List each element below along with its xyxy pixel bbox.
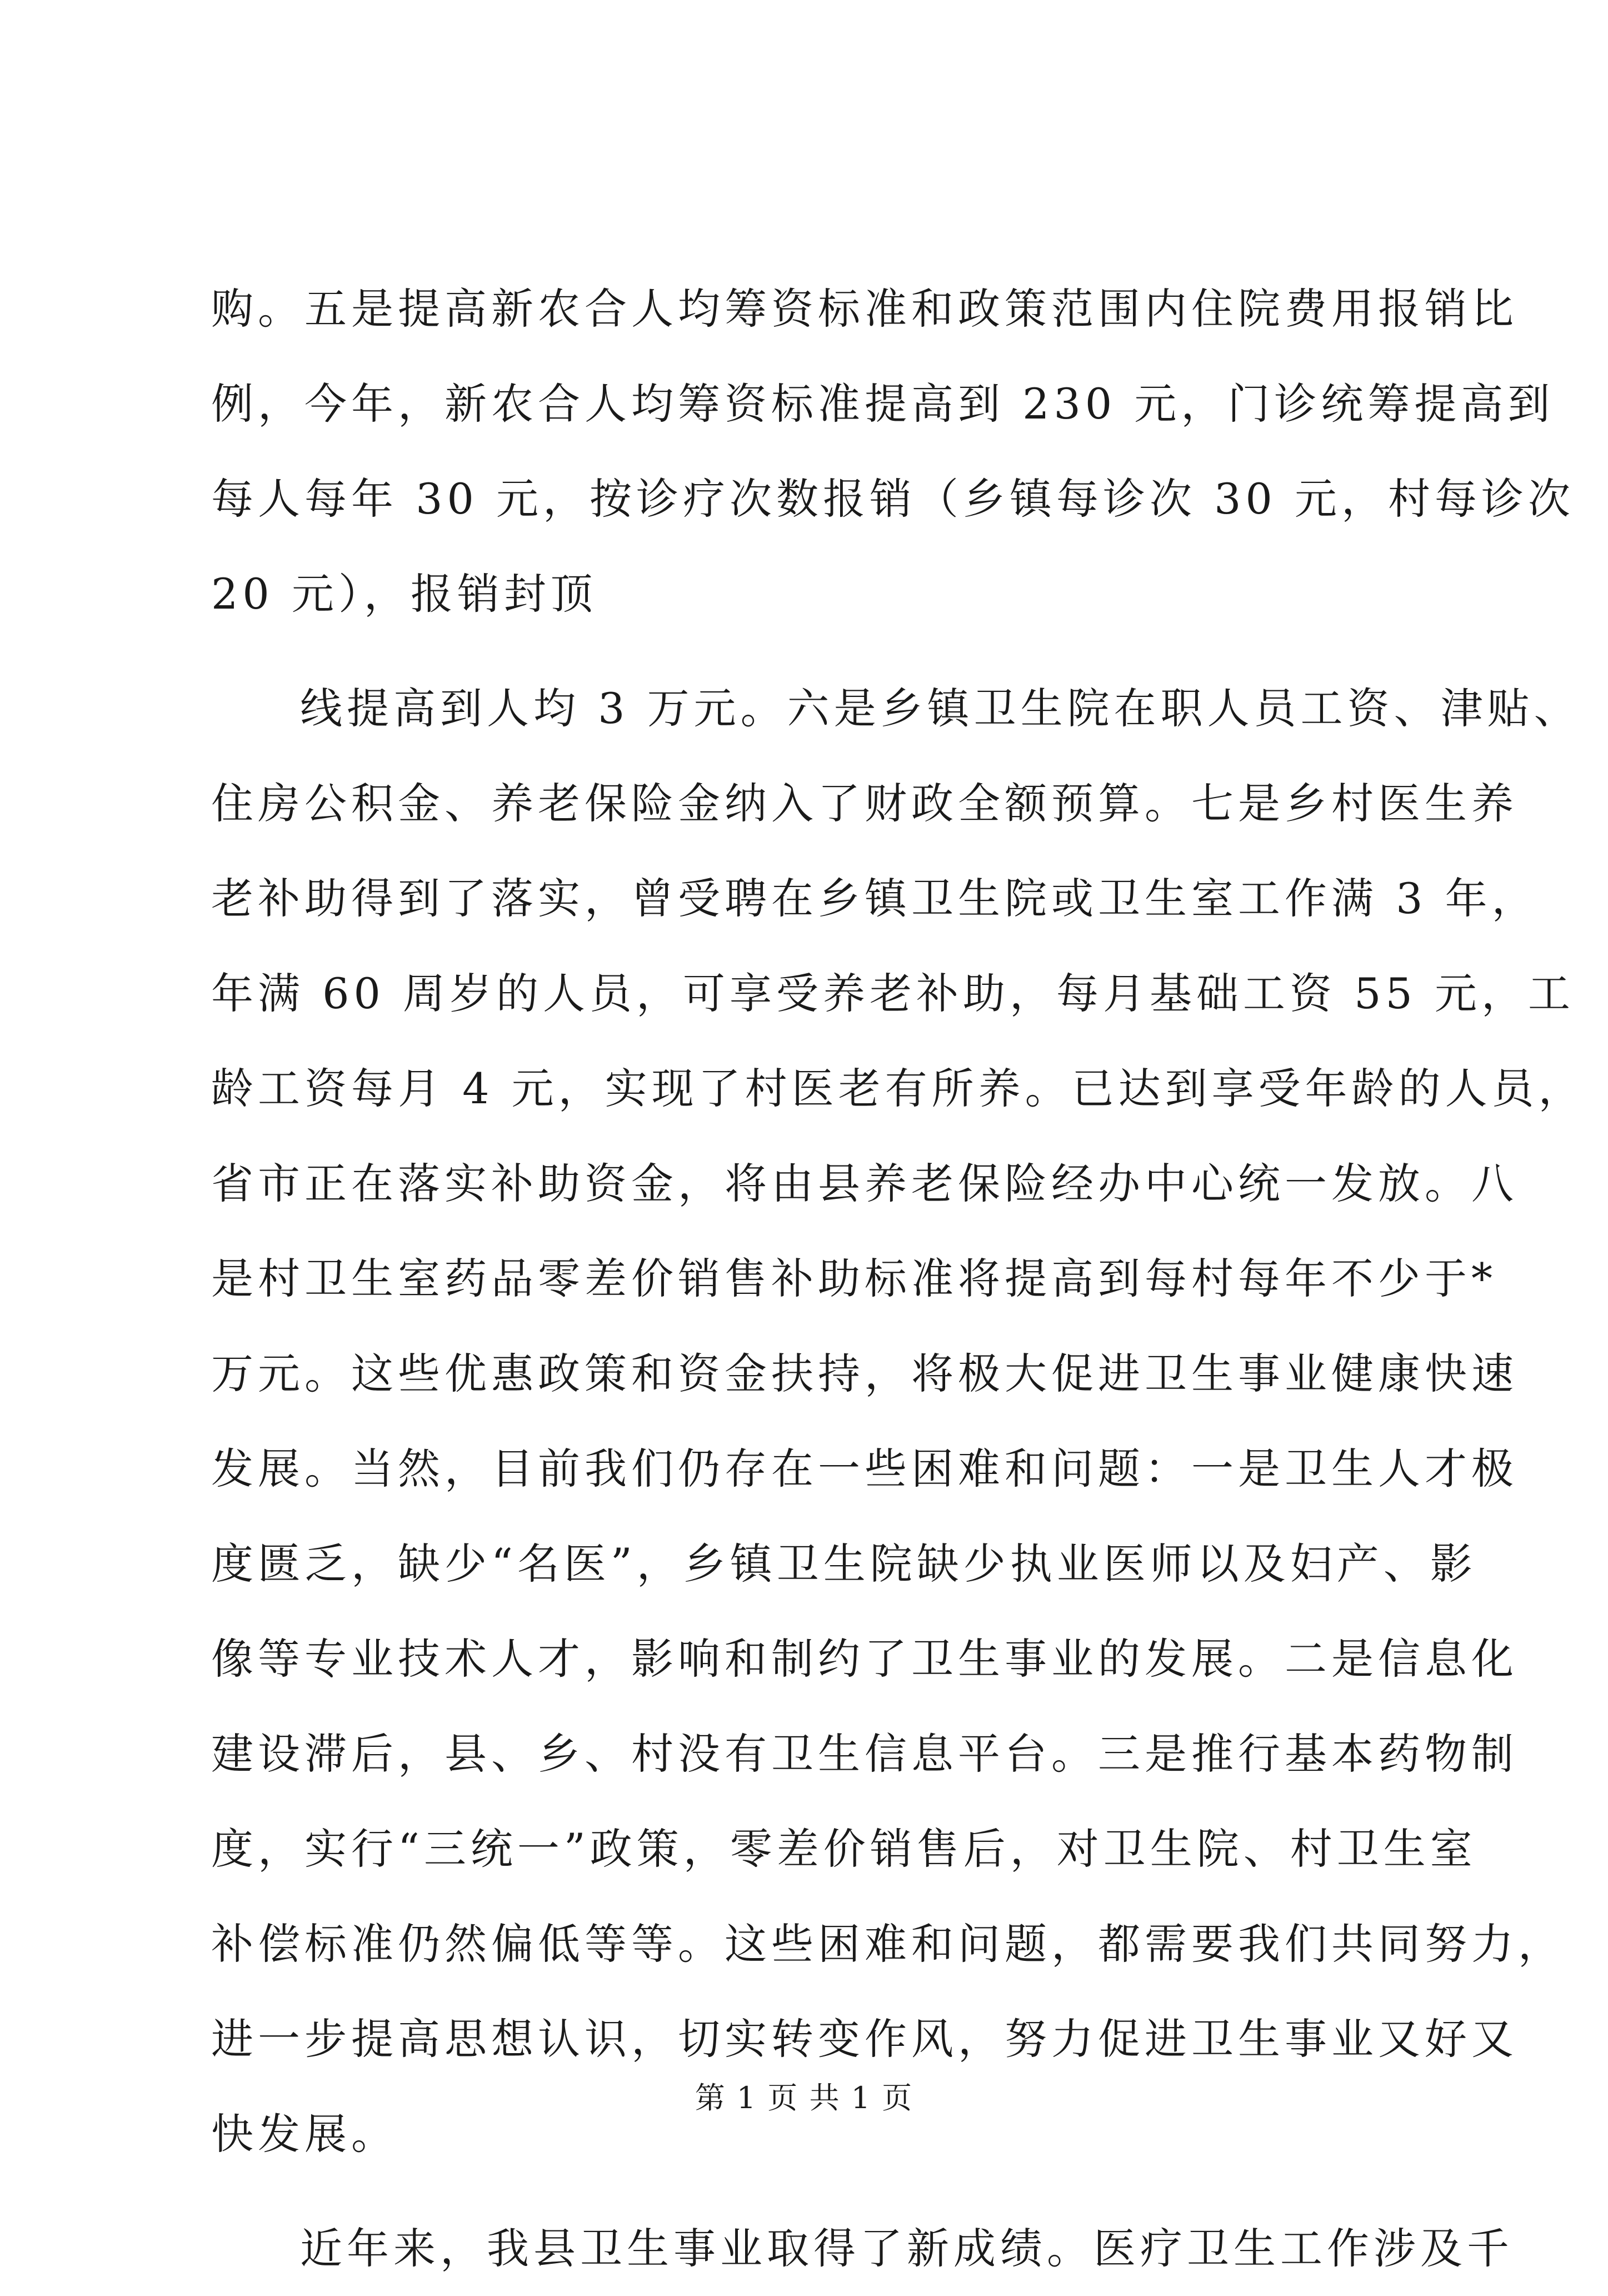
- text-line: 万元。这些优惠政策和资金扶持，将极大促进卫生事业健康快速: [211, 1349, 1518, 1398]
- text-line: 像等专业技术人才，影响和制约了卫生事业的发展。二是信息化: [211, 1634, 1518, 1684]
- text-line: 补偿标准仍然偏低等等。这些困难和问题，都需要我们共同努力，: [211, 1919, 1565, 1969]
- text-line: 住房公积金、养老保险金纳入了财政全额预算。七是乡村医生养: [211, 779, 1518, 828]
- text-line: 近年来，我县卫生事业取得了新成绩。医疗卫生工作涉及千: [300, 2224, 1514, 2273]
- text-line: 20 元），报销封顶: [211, 569, 597, 619]
- text-line: 度匮乏，缺少“名医”，乡镇卫生院缺少执业医师以及妇产、影: [211, 1539, 1477, 1588]
- text-line: 每人每年 30 元，按诊疗次数报销（乡镇每诊次 30 元，村每诊次: [211, 474, 1575, 524]
- text-line: 购。五是提高新农合人均筹资标准和政策范围内住院费用报销比: [211, 284, 1518, 333]
- document-body: [211, 261, 1585, 2296]
- text-line: 是村卫生室药品零差价销售补助标准将提高到每村每年不少于*: [211, 1254, 1497, 1303]
- text-line: 线提高到人均 3 万元。六是乡镇卫生院在职人员工资、津贴、: [300, 684, 1581, 733]
- text-line: 例，今年，新农合人均筹资标准提高到 230 元，门诊统筹提高到: [211, 379, 1555, 429]
- text-line: 龄工资每月 4 元，实现了村医老有所养。已达到享受年龄的人员，: [211, 1064, 1585, 1113]
- text-line: 度，实行“三统一”政策，零差价销售后，对卫生院、村卫生室: [211, 1824, 1477, 1874]
- text-line: 年满 60 周岁的人员，可享受养老补助，每月基础工资 55 元，工: [211, 969, 1575, 1018]
- text-line: 快发展。: [211, 2109, 398, 2159]
- text-line: 建设滞后，县、乡、村没有卫生信息平台。三是推行基本药物制: [211, 1729, 1518, 1779]
- page-footer: 第 1 页 共 1 页: [695, 2080, 913, 2115]
- text-line: 省市正在落实补助资金，将由县养老保险经办中心统一发放。八: [211, 1159, 1518, 1208]
- text-line: 发展。当然，目前我们仍存在一些困难和问题：一是卫生人才极: [211, 1444, 1518, 1493]
- text-line: 老补助得到了落实，曾受聘在乡镇卫生院或卫生室工作满 3 年，: [211, 874, 1539, 923]
- text-line: 进一步提高思想认识，切实转变作风，努力促进卫生事业又好又: [211, 2014, 1518, 2064]
